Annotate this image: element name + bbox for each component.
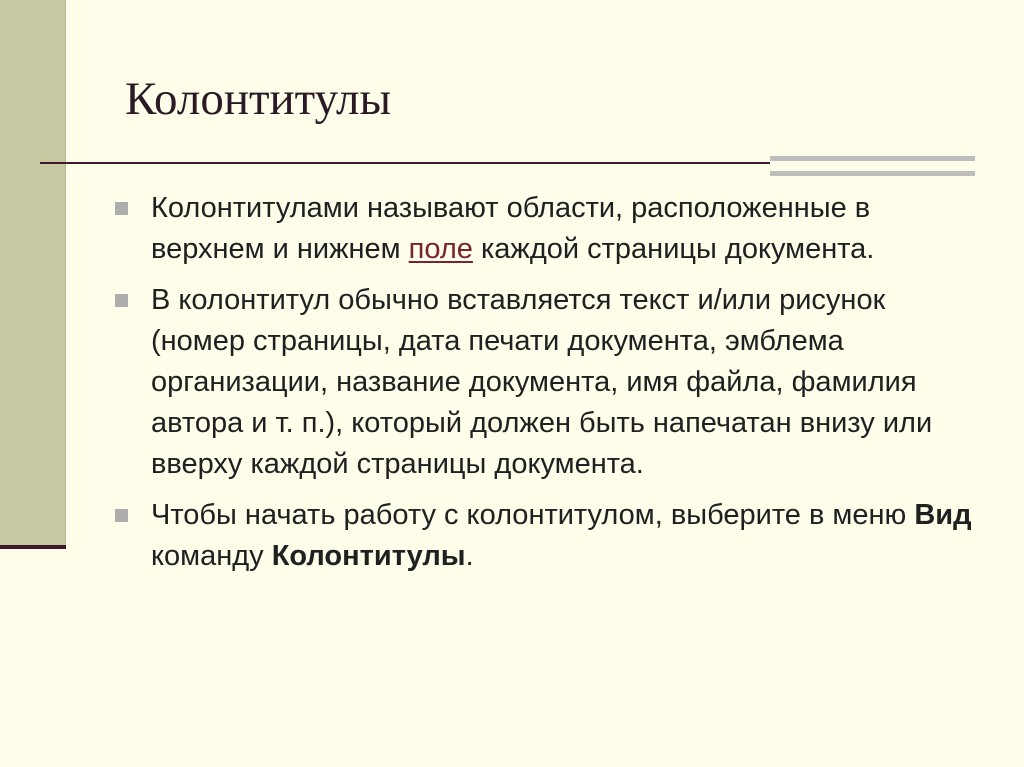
- bullet-text: В колонтитул обычно вставляется текст и/или рисунок (номер страницы, дата печати документа, эмблема организации, название документа, имя файла, фамилия автора и т. п.), который должен быть напечатан внизу или вверху каждой страницы документа.: [151, 284, 933, 480]
- accent-double-bar: [770, 156, 975, 176]
- bullet-item-instructions: [115, 495, 985, 577]
- field-link[interactable]: поле: [408, 233, 473, 265]
- bullet-text-start: Колонтитулами называют области, расположенные в верхнем и нижнем: [151, 192, 871, 265]
- slide-title: Колонтитулы: [125, 73, 392, 125]
- side-decoration-band: [0, 0, 66, 546]
- side-decoration-rule: [0, 545, 66, 549]
- bullet-item-definition: [115, 188, 985, 270]
- square-bullet-icon: [115, 294, 128, 307]
- bullet-list: [115, 188, 985, 587]
- bullet-item-contents: [115, 280, 985, 485]
- menu-name-view: Вид: [914, 499, 972, 531]
- command-name-headers-footers: Колонтитулы: [271, 540, 466, 572]
- bullet-text-middle: команду: [151, 540, 272, 572]
- bullet-text-end: каждой страницы документа.: [472, 233, 875, 265]
- square-bullet-icon: [115, 202, 128, 215]
- bullet-text-end: .: [465, 540, 474, 572]
- bullet-text-start: Чтобы начать работу с колонтитулом, выберите в меню: [151, 499, 915, 531]
- square-bullet-icon: [115, 509, 128, 522]
